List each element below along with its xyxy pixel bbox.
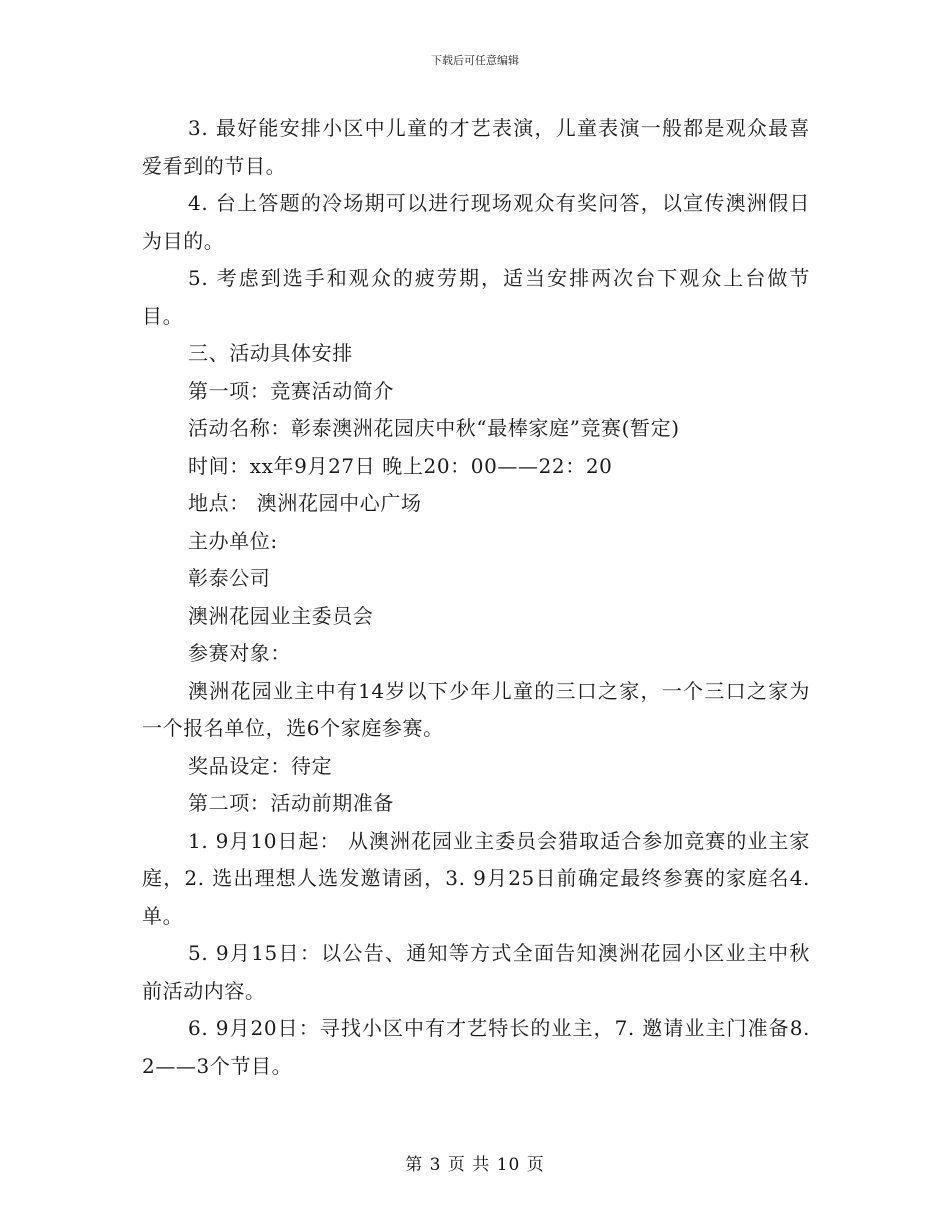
- activity-name: 活动名称：彰泰澳洲花园庆中秋“最棒家庭”竞赛(暂定): [188, 416, 680, 440]
- document-body: [142, 110, 810, 1085]
- paragraph-item-4: 4. 台上答题的冷场期可以进行现场观众有奖问答，以宣传澳洲假日为目的。: [142, 191, 810, 253]
- participants-label: 参赛对象：: [188, 641, 291, 665]
- organizer-label: 主办单位:: [188, 528, 278, 553]
- organizer-1: 彰泰公司: [188, 566, 271, 590]
- organizer-2: 澳洲花园业主委员会: [188, 603, 374, 628]
- participants-description: 澳洲花园业主中有14岁以下少年儿童的三口之家，一个三口之家为一个报名单位，选6个家庭参赛。: [142, 678, 810, 740]
- prize-setting: 奖品设定：待定: [188, 753, 333, 778]
- paragraph-item-5: 5. 考虑到选手和观众的疲劳期，适当安排两次台下观众上台做节目。: [142, 266, 810, 328]
- preparation-item-6: 6. 9月20日：寻找小区中有才艺特长的业主，7. 邀请业主门准备8. 2——3个节目。: [142, 1016, 810, 1078]
- page-number: 第 3 页 共 10 页: [405, 1155, 545, 1175]
- paragraph-item-3: 3. 最好能安排小区中儿童的才艺表演，儿童表演一般都是观众最喜爱看到的节目。: [142, 116, 810, 178]
- preparation-item-5: 5. 9月15日：以公告、通知等方式全面告知澳洲花园小区业主中秋前活动内容。: [142, 941, 810, 1003]
- subsection-heading-2: 第二项：活动前期准备: [188, 791, 394, 815]
- header-note: 下载后可任意编辑: [431, 54, 519, 67]
- subsection-heading-1: 第一项：竞赛活动简介: [188, 378, 394, 403]
- activity-location: 地点： 澳洲花园中心广场: [188, 491, 422, 515]
- preparation-item-1: 1. 9月10日起： 从澳洲花园业主委员会猎取适合参加竞赛的业主家庭，2. 选出理想人选发邀请函，3. 9月25日前确定最终参赛的家庭名4. 单。: [142, 828, 810, 928]
- section-heading: 三、活动具体安排: [188, 341, 353, 365]
- activity-time: 时间：xx年9月27日 晚上20：00——22：20: [188, 453, 613, 478]
